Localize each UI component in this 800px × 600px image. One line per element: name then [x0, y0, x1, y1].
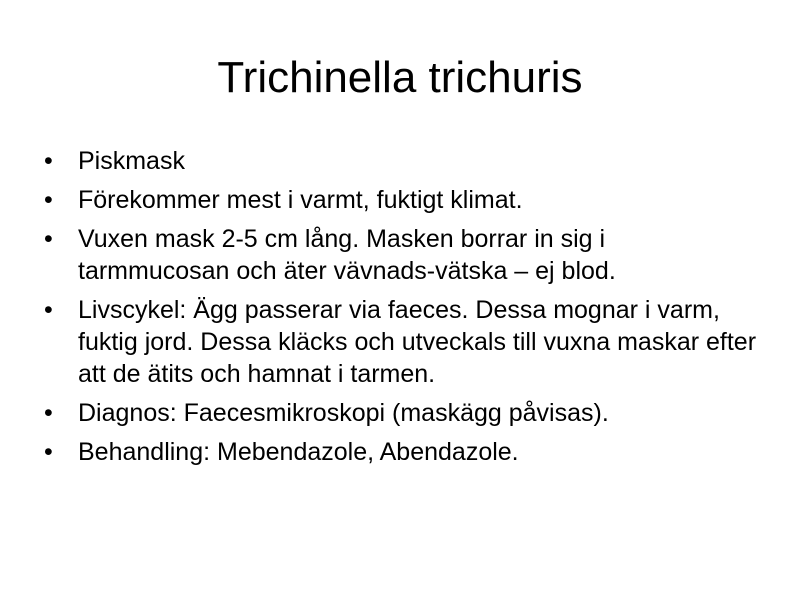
bullet-item — [40, 294, 760, 390]
bullet-item — [40, 145, 760, 177]
bullet-text: Diagnos: Faecesmikroskopi (maskägg påvisas). — [78, 399, 609, 427]
bullet-dot-icon: • — [44, 147, 53, 175]
bullet-item — [40, 223, 760, 287]
bullet-item — [40, 436, 760, 468]
bullet-item — [40, 184, 760, 216]
bullet-text: Vuxen mask 2-5 cm lång. Masken borrar in sig i tarmmucosan och äter vävnads-vätska – ej blod. — [78, 225, 616, 285]
bullet-dot-icon: • — [44, 225, 53, 253]
bullet-text: Behandling: Mebendazole, Abendazole. — [78, 438, 519, 466]
bullet-dot-icon: • — [44, 296, 53, 324]
bullet-list — [40, 145, 760, 475]
bullet-dot-icon: • — [44, 438, 53, 466]
slide-title: Trichinella trichuris — [217, 53, 583, 102]
bullet-dot-icon: • — [44, 399, 53, 427]
bullet-text: Livscykel: Ägg passerar via faeces. Dessa mognar i varm, fuktig jord. Dessa kläcks och utveckals till vuxna maskar efter att de ätits och hamnat i tarmen. — [78, 296, 757, 388]
bullet-item — [40, 397, 760, 429]
bullet-text: Piskmask — [78, 147, 185, 175]
bullet-dot-icon: • — [44, 186, 53, 214]
bullet-text: Förekommer mest i varmt, fuktigt klimat. — [78, 186, 523, 214]
